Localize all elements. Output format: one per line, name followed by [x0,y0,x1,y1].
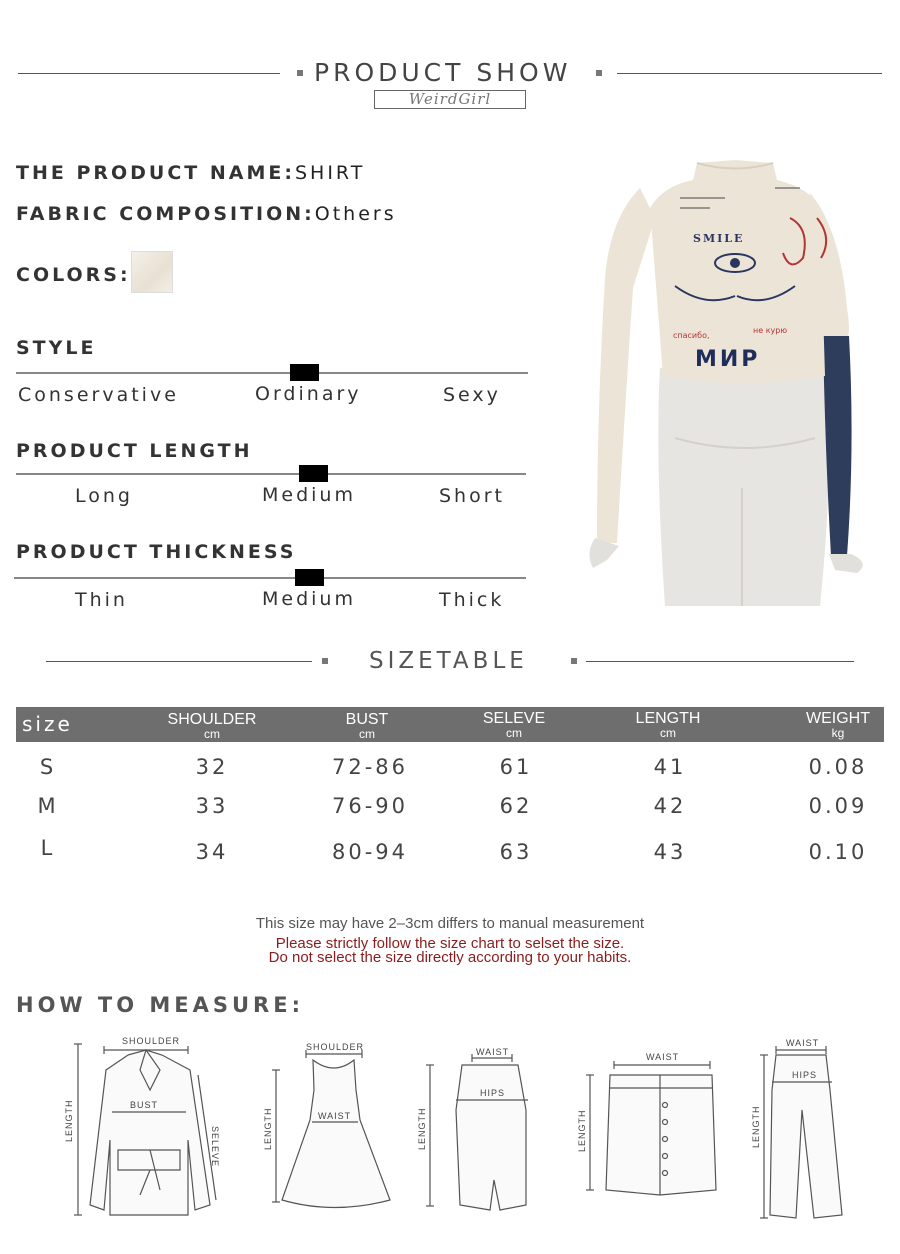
thickness-label-thin: Thin [75,589,128,611]
style-scale-line [16,372,528,374]
style-marker [290,364,319,381]
sizetable-rule-left [46,661,312,662]
table-row-s-weight: 0.08 [808,755,868,779]
col-bust: BUST cm [345,711,389,741]
svg-text:SHOULDER: SHOULDER [306,1042,365,1052]
table-row-s-shoulder: 32 [195,755,229,779]
how-to-measure-title: HOW TO MEASURE: [16,993,304,1017]
table-row-l-bust: 80-94 [331,840,409,864]
table-row-m-bust: 76-90 [331,794,409,818]
col-shoulder: SHOULDER cm [167,711,257,741]
svg-text:BUST: BUST [130,1100,159,1110]
note-tolerance: This size may have 2–3cm differs to manual measurement [255,915,645,932]
shorts-diagram [586,1061,716,1195]
svg-text:МИР: МИР [695,347,761,372]
col-length: LENGTH cm [635,710,701,740]
header-square-left [297,70,303,76]
note-habits: Do not select the size directly according to your habits. [268,949,632,966]
svg-text:HIPS: HIPS [792,1070,818,1080]
colors-label: COLORS: [16,264,131,286]
length-label-long: Long [75,485,133,507]
sizetable-title: SIZETABLE [369,648,528,674]
thickness-scale-line [14,577,526,579]
table-row-l-weight: 0.10 [808,840,868,864]
header-square-right [596,70,602,76]
table-row-s-length: 41 [653,755,687,779]
svg-text:не курю: не курю [753,326,788,335]
svg-text:SHOULDER: SHOULDER [122,1036,181,1046]
length-scale-line [16,473,526,475]
page-title: PRODUCT SHOW [314,58,572,87]
table-row-m-length: 42 [653,794,687,818]
svg-text:SMILE: SMILE [693,232,745,245]
col-weight: WEIGHT kg [806,710,870,740]
thickness-label-thick: Thick [439,589,505,611]
jacket-diagram [74,1044,216,1215]
length-label-medium: Medium [262,484,356,506]
svg-text:LENGTH: LENGTH [263,1107,273,1150]
table-row-s-bust: 72-86 [331,755,409,779]
dress-diagram [272,1050,390,1208]
col-size: size [22,712,73,736]
svg-text:WAIST: WAIST [318,1111,352,1121]
thickness-label-medium: Medium [262,588,356,610]
style-title: STYLE [16,337,97,359]
fabric-composition: FABRIC COMPOSITION:Others [16,203,397,225]
header-rule-right [617,73,882,74]
svg-text:спасибо,: спасибо, [673,331,710,340]
svg-text:LENGTH: LENGTH [751,1105,761,1148]
table-row-m-sleeve: 62 [499,794,533,818]
col-sleeve: SELEVE cm [482,710,546,740]
table-row-l-sleeve: 63 [499,840,533,864]
table-row-l-shoulder: 34 [195,840,229,864]
table-row-l-size: L [40,836,56,860]
size-table-header [16,707,884,742]
color-swatch-beige[interactable] [131,251,173,293]
length-title: PRODUCT LENGTH [16,440,253,462]
table-row-l-length: 43 [653,840,687,864]
svg-text:LENGTH: LENGTH [577,1109,587,1152]
note-follow-chart: Please strictly follow the size chart to selset the size. [275,935,625,952]
style-label-conservative: Conservative [18,384,179,406]
svg-text:LENGTH: LENGTH [417,1107,427,1150]
measure-diagrams [0,1030,900,1230]
svg-text:WAIST: WAIST [786,1038,820,1048]
table-row-m-size: M [37,794,59,818]
svg-text:WAIST: WAIST [646,1052,680,1062]
sizetable-rule-right [586,661,854,662]
product-photo [585,158,885,606]
thickness-marker [295,569,324,586]
brand-logo: WeirdGirl [374,90,526,109]
table-row-m-shoulder: 33 [195,794,229,818]
header-rule-left [18,73,280,74]
product-name: THE PRODUCT NAME:SHIRT [16,162,366,184]
style-label-sexy: Sexy [443,384,501,406]
thickness-title: PRODUCT THICKNESS [16,541,297,563]
skirt-diagram [426,1054,528,1210]
length-label-short: Short [439,485,505,507]
style-label-ordinary: Ordinary [255,383,362,405]
svg-text:LENGTH: LENGTH [64,1099,74,1142]
sizetable-square-left [322,658,328,664]
sizetable-square-right [571,658,577,664]
table-row-s-size: S [39,755,57,779]
table-row-m-weight: 0.09 [808,794,868,818]
svg-text:HIPS: HIPS [480,1088,506,1098]
svg-text:WAIST: WAIST [476,1047,510,1057]
length-marker [299,465,328,482]
svg-text:SELEVE: SELEVE [210,1126,220,1168]
table-row-s-sleeve: 61 [499,755,533,779]
